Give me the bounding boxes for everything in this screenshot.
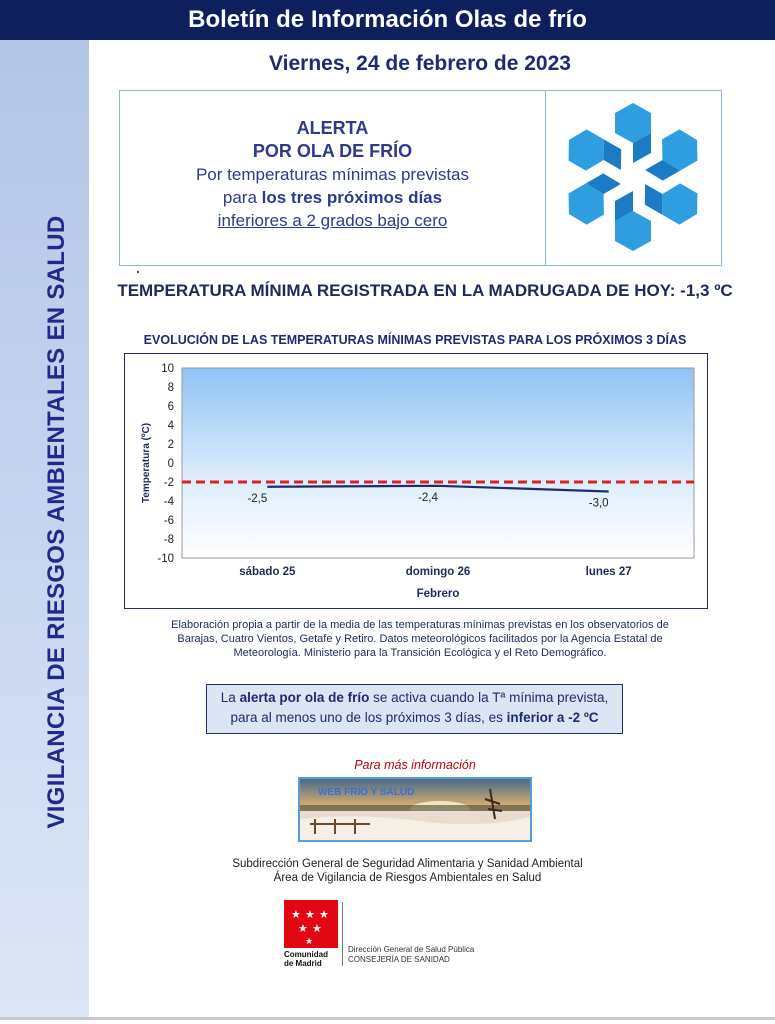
- x-category-label: sábado 25: [239, 566, 296, 578]
- bottom-rule: [0, 1017, 775, 1020]
- temperature-chart: [125, 354, 707, 608]
- logo-name-2: de Madrid: [284, 959, 322, 968]
- alert-period-prefix: para: [222, 188, 262, 207]
- note-line-1: Elaboración propia a partir de la media de las temperaturas mínimas previstas en los observatorios de: [171, 619, 669, 631]
- rule-line-1: [207, 688, 622, 708]
- svg-text:★: ★: [305, 937, 314, 947]
- area-name: Área de Vigilancia de Riesgos Ambientales en Salud: [273, 872, 542, 884]
- web-frio-salud-link[interactable]: [298, 777, 532, 842]
- chart-title: EVOLUCIÓN DE LAS TEMPERATURAS MÍNIMAS PREVISTAS PARA LOS PRÓXIMOS 3 DÍAS: [143, 333, 687, 347]
- madrid-flag-icon: [284, 900, 338, 948]
- logo-dg-2: CONSEJERÍA DE SANIDAD: [348, 955, 450, 964]
- note-line-3: Meteorología. Ministerio para la Transición Ecológica y el Reto Demográfico.: [233, 647, 607, 659]
- y-tick-label: 0: [167, 458, 174, 470]
- svg-text:★: ★: [291, 908, 301, 921]
- directorate-name: [348, 945, 474, 965]
- chart-source-note: [140, 618, 700, 660]
- alert-divider: [545, 91, 546, 265]
- data-label: -2,4: [418, 491, 438, 504]
- y-tick-label: 10: [161, 363, 174, 375]
- alert-text: [120, 117, 545, 232]
- x-category-label: lunes 27: [585, 566, 632, 578]
- chart-frame: [124, 353, 708, 609]
- more-info-label: Para más información: [354, 758, 476, 772]
- y-tick-label: -10: [157, 553, 174, 565]
- y-tick-label: 4: [167, 420, 174, 432]
- alert-heading: ALERTA: [296, 118, 369, 138]
- y-tick-label: 8: [167, 382, 174, 394]
- logo-name-1: Comunidad: [284, 950, 328, 959]
- x-category-label: domingo 26: [405, 566, 471, 578]
- alert-threshold-text: inferiores a 2 grados bajo cero: [217, 211, 448, 230]
- vertical-title: VIGILANCIA DE RIESGOS AMBIENTALES EN SALUD: [43, 215, 70, 829]
- stray-dot: [137, 271, 139, 273]
- stars-icon: [284, 900, 338, 948]
- alert-subheading: POR OLA DE FRÍO: [252, 141, 413, 161]
- snowflake-icon: [551, 95, 716, 260]
- y-tick-label: -2: [163, 477, 174, 489]
- y-tick-label: -8: [163, 534, 174, 546]
- comunidad-madrid-name: [284, 950, 328, 968]
- plot-area: [182, 368, 694, 558]
- logo-dg-1: Dirección General de Salud Pública: [348, 945, 475, 954]
- note-line-2: Barajas, Cuatro Vientos, Getafe y Retiro. Datos meteorológicos facilitados por la Agencia Estatal de: [177, 633, 663, 645]
- alert-period-days: los tres próximos días: [261, 188, 443, 207]
- alert-reason: Por temperaturas mínimas previstas: [195, 165, 470, 184]
- bulletin-date: Viernes, 24 de febrero de 2023: [269, 52, 571, 75]
- svg-text:★: ★: [312, 922, 322, 935]
- rule-bold: alerta por ola de frío: [239, 690, 370, 705]
- subdirection-name: Subdirección General de Seguridad Alimentaria y Sanidad Ambiental: [232, 858, 583, 870]
- rule-text: se activa cuando la Tª mínima prevista,: [369, 690, 609, 705]
- alert-threshold: [120, 209, 545, 232]
- alert-period: [120, 186, 545, 209]
- x-axis-label: Febrero: [416, 588, 460, 600]
- y-tick-label: 6: [167, 401, 174, 413]
- y-axis-label: Temperatura (ºC): [141, 422, 152, 504]
- bulletin-title: Boletín de Información Olas de frío: [188, 6, 587, 33]
- y-tick-label: 2: [167, 439, 174, 451]
- rule-text: para al menos uno de los próximos 3 días, es: [230, 710, 507, 725]
- rule-text: La: [220, 690, 240, 705]
- svg-text:★: ★: [298, 922, 308, 935]
- web-link-label[interactable]: WEB FRÍO Y SALUD: [318, 787, 415, 798]
- comunidad-madrid-logo: [284, 900, 514, 970]
- data-label: -2,5: [247, 492, 268, 505]
- rule-bold: inferior a -2 ºC: [506, 710, 599, 725]
- svg-text:★: ★: [305, 908, 315, 921]
- rule-line-2: [207, 708, 622, 728]
- alert-rule-box: [206, 684, 623, 734]
- svg-text:★: ★: [319, 908, 329, 921]
- bulletin-header: [0, 0, 775, 40]
- data-label: -3,0: [588, 497, 609, 510]
- y-tick-label: -4: [163, 496, 174, 508]
- today-min-temperature: TEMPERATURA MÍNIMA REGISTRADA EN LA MADRUGADA DE HOY: -1,3 ºC: [117, 281, 733, 300]
- logo-separator: [342, 902, 343, 966]
- alert-box: [119, 90, 722, 266]
- y-tick-label: -6: [163, 515, 174, 527]
